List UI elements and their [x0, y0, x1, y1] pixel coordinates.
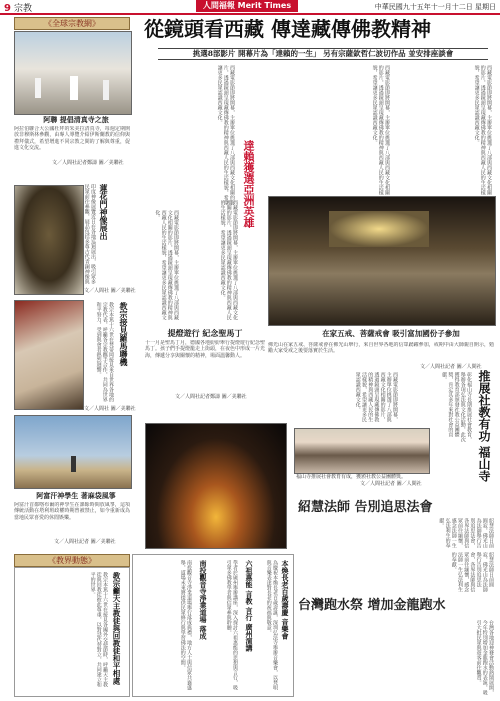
lantern-title: 提燈遊行 紀念聖馬丁 [167, 328, 243, 338]
bottom-col3-body: 學者於廣州舉辦講座，深入探討六祖惠能的思想與言行，吸引眾多佛教學者與信眾參與聆聽。 [225, 560, 238, 690]
asia-hero-body: 西藏電影節即將開幕，主辦單位挑選了八部與西藏文化相關的影片，透過鏡頭呈現藏傳佛教的精神與西藏人民的生活樣貌，希望讓更多民眾認識西藏文化。 [219, 200, 238, 320]
bottom-col1-title: 教宗籲天主教徒與回教徒和平相處 [112, 572, 121, 685]
newspaper-logo: 人間福報 Merit Times [196, 0, 298, 12]
asia-hero-body-2: 西藏電影節即將開幕，主辦單位挑選了八部與西藏文化相關的影片，透過鏡頭呈現藏傳佛教的精神與西藏人民的生活樣貌，希望讓更多民眾認識西藏文化。 [154, 210, 179, 320]
issue-date: 中華民國九十五年十一月十二日 星期日 [374, 3, 496, 11]
lantern-parade-photo [145, 423, 287, 549]
article-body-right: 西藏電影節即將開幕，主辦單位挑選了八部與西藏文化相關的影片，透過鏡頭呈現藏傳佛教的精神與西藏人民的生活樣貌，希望讓更多民眾認識西藏文化。 [473, 65, 492, 195]
story4-byline: 文／人間社記者 圖／美聯社 [54, 539, 116, 545]
award-body: 彰化福山寺長期推展社會教育，舉辦各項弘法與文化活動，此次獲得教育部頒發社教公益團體獎，肯定其多年來對社會的貢獻。 [441, 372, 472, 442]
award-title: 推展社教有功 福山寺 [477, 370, 491, 483]
bottom-col4-body: 為慶祝本煥長老百歲壽誕，深圳弘法寺舉辦音樂會，以梵唄與音樂表達對長老的祝福與敬意。 [265, 560, 278, 690]
main-headline: 從鏡頭看西藏 傳達藏傳佛教精神 [144, 17, 431, 41]
section-title-global: 《全球宗教網》 [14, 17, 130, 30]
story2-body: 印度神像展覽近日在各地巡迴展出，吸引眾多民眾前往參觀，展品包括多尊古代青銅神像與 [84, 184, 96, 284]
story1-byline: 文／人間社記者鄭濤 圖／美聯社 [52, 160, 124, 166]
precepts-caption: 在家五戒、菩薩戒會 吸引富加國份子參加 [322, 329, 460, 338]
award-group-photo [294, 428, 430, 474]
mosque-photo [14, 31, 132, 115]
page-number: 9 宗教 [4, 3, 32, 14]
story3-body: 教宗本篤十六世在梵蒂岡接見來自世界各地的宗教代表，呼籲各宗教攜手合作，共同為世界和平努力，受到與會者熱烈迴響。 [95, 302, 114, 402]
precepts-byline: 文／人間社記者 圖／人間社 [420, 364, 482, 370]
deity-statue-photo [14, 185, 84, 295]
bottom-col1-body: 教宗本篤十六世在接見各國外交使節時，呼籲天主教徒與回教徒彼此尊重，以對話代替對立，共同建立和平的世界。 [89, 572, 108, 687]
story3-byline: 文／人間社 圖／美聯社 [84, 406, 136, 412]
story4-body: 阿富汗首都喀布爾的神學生在課餘時間放風箏，這項傳統活動在塔利班政權時期曾被禁止，如今重新成為當地民眾喜愛的休閒娛樂。 [14, 502, 130, 521]
award-body-2: 西藏電影節即將開幕，主辦單位挑選了八部與西藏文化相關的影片，透過鏡頭呈現藏傳佛教的精神與西藏人民的生活樣貌，希望讓更多民眾認識西藏文化。 [354, 372, 398, 422]
story1-caption: 阿聯 提倡清真寺之旅 [43, 115, 109, 124]
main-subhead: 挑選8部影片 開幕片為「達賴的一生」 另有宗薩欽哲仁波切作品 並安排座談會 [158, 48, 488, 60]
precepts-ceremony-photo [268, 196, 496, 326]
bottom-col3-title: 六祖惠能 言教 言行 廣州演講 [245, 560, 254, 652]
section-title-church: 《教界動態》 [14, 554, 130, 567]
bottom-col4-title: 本煥長老百歲壽慶 音樂會 [281, 560, 290, 640]
award-caption: 福山寺推展社會教育有成，獲頒社教公益團體獎。 [296, 474, 407, 480]
story4-caption: 阿富汗神學生 著麻袋風箏 [36, 491, 116, 500]
precepts-body: 佛光山在家五戒、菩薩戒會在佛光山舉行，來自世界各地的信眾踴躍參加，戒期中由大師親自開示，勉勵大家受戒之後要落實於生活。 [268, 342, 494, 355]
taiwan-body-2: 紹慧法師日前圓寂，佛光山為法師舉行告別追思法會，各界法師與信眾前往緬懷，感念法師一生弘法利生的奉獻。 [450, 552, 494, 592]
story2-title: 蓮花門神像展出 [99, 184, 109, 240]
memorial-body: 紹慧法師日前圓寂，佛光山為法師舉行告別追思法會，各界法師與信眾前往緬懷，感念法師一生弘法利生的奉獻。 [438, 518, 494, 548]
lantern-body: 十一月是聖馬丁月，德國各地紛紛舉行提燈遊行紀念聖馬丁。孩子們手提燈籠走上街頭，在夜色中形成一片光海，傳遞分享與關懷的精神，場面溫馨動人。 [145, 340, 265, 359]
story2-byline: 文／人間社 圖／美聯社 [84, 288, 136, 294]
story1-body: 阿拉伯聯合大公國杜拜的朱美拉清真寺，每週定期開放非穆斯林參觀，由專人導覽介紹伊斯蘭教的信仰與禮拜儀式，希望增進不同宗教之間的了解與尊重，促進文化交流。 [14, 126, 130, 152]
memorial-title: 紹慧法師 告別追思法會 [298, 500, 433, 515]
bottom-col2-title: 南投觀音寺淨業道場 落成 [199, 560, 208, 640]
article-body-mid: 西藏電影節即將開幕，主辦單位挑選了八部與西藏文化相關的影片，透過鏡頭呈現藏傳佛教的精神與西藏人民的生活樣貌，希望讓更多民眾認識西藏文化。 [371, 65, 390, 195]
article-body-left: 西藏電影節即將開幕，主辦單位挑選了八部與西藏文化相關的影片，透過鏡頭呈現藏傳佛教的精神與西藏人民的生活樣貌，希望讓更多民眾認識西藏文化。 [216, 65, 235, 205]
asia-hero-title: 達賴獲選亞洲英雄 [242, 140, 255, 228]
award-byline: 文／人間社記者 圖／人間社 [360, 481, 422, 487]
story3-title: 教宗接見羅馬聯機 [119, 302, 129, 366]
bottom-col2-body: 南投觀音寺淨業道場舉行落成典禮，地方人士與信眾共襄盛舉，道場未來將提供民眾修行與學習佛法的空間。 [179, 560, 192, 690]
taiwan-body: 台灣各地迎神賽會活動熱鬧展開，今年特別增加金龍跑水的表演，吸引大批民眾與遊客前往觀賞。 [475, 620, 494, 695]
taiwan-title: 台灣跑水祭 增加金龍跑水 [298, 598, 446, 613]
kite-flying-photo [14, 415, 132, 489]
pope-meeting-photo [14, 300, 84, 410]
lantern-byline: 文／人間社記者鄭濤 圖／美聯社 [175, 394, 247, 400]
